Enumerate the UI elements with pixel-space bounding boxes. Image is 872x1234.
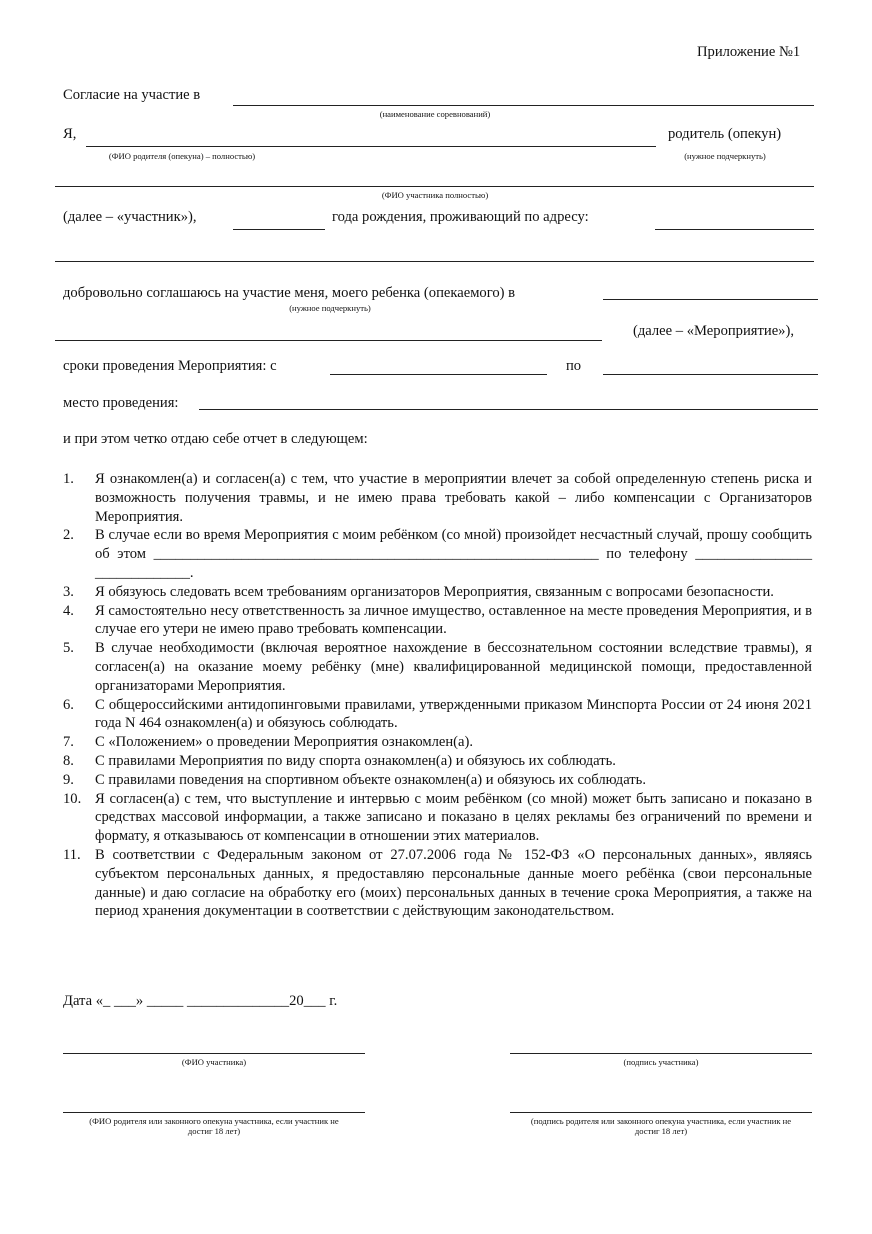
- clause-item: 11. В соответствии с Федеральным законом от 27.07.2006 года № 152-ФЗ «О персональных данных», являясь субъектом персональных данных, я предоставляю персональные данные моего ребёнка (свои персональные данные) и даю согласие на обработку его (моих) персональных данных в течение срока Мероприятия, а также на период хранения документации в соответствии с действующим законодательством.: [63, 846, 812, 920]
- place-label: место проведения:: [63, 395, 179, 411]
- appendix-label: Приложение №1: [697, 44, 801, 60]
- parent-fio-field[interactable]: [86, 146, 656, 147]
- clause-item: 9. С правилами поведения на спортивном объекте ознакомлен(а) и обязуюсь их соблюдать.: [63, 771, 646, 788]
- consent-label: Согласие на участие в: [63, 87, 201, 103]
- participant-sign-hint: (подпись участника): [623, 1057, 699, 1067]
- birth-year-label: года рождения, проживающий по адресу:: [332, 209, 589, 225]
- event-name-field[interactable]: [233, 105, 814, 106]
- clause-item: 7. С «Положением» о проведении Мероприятия ознакомлен(а).: [63, 734, 474, 751]
- birth-year-field[interactable]: [233, 229, 325, 230]
- clause-item: 2. В случае если во время Мероприятия с моим ребёнком (со мной) произойдет несчастный случай, прошу сообщить об этом _____________________________________________________________ по телефону ________________ _____________.: [63, 527, 812, 581]
- participant-fio-sign-field[interactable]: [63, 1053, 365, 1054]
- clause-item: 10. Я согласен(а) с тем, что выступление и интервью с моим ребёнком (со мной) может быть записано и показано в средствах массовой информации, а также записано и показано в целях рекламы без ограничений по времени и формату, я отказываюсь от компенсации в отношении этих материалов.: [63, 790, 812, 845]
- participant-fio-hint: (ФИО участника полностью): [381, 190, 489, 200]
- event-field[interactable]: [55, 340, 602, 341]
- clause-item: 3. Я обязуюсь следовать всем требованиям организаторов Мероприятия, связанным с вопросами безопасности.: [63, 583, 774, 600]
- hereinafter-event: (далее – «Мероприятие»),: [633, 323, 794, 339]
- parent-fio-sign-field[interactable]: [63, 1112, 365, 1113]
- address-field-start[interactable]: [655, 229, 814, 230]
- underline-hint-2: (нужное подчеркнуть): [289, 303, 371, 313]
- participant-fio-field[interactable]: [55, 186, 814, 187]
- event-field-start[interactable]: [603, 299, 818, 300]
- clause-item: 4. Я самостоятельно несу ответственность за личное имущество, оставленное на месте проведения Мероприятия, и в случае его утери не имею право требовать компенсации.: [63, 602, 812, 638]
- hereinafter-participant: (далее – «участник»),: [63, 209, 197, 225]
- clause-item: 1. Я ознакомлен(а) и согласен(а) с тем, что участие в мероприятии влечет за собой определенную степень риска и возможность получения травмы, и не имею права требовать какой – либо компенсации с Организаторов Мероприятия.: [63, 471, 812, 525]
- agree-label: добровольно соглашаюсь на участие меня, моего ребенка (опекаемого) в: [63, 285, 516, 301]
- place-field[interactable]: [199, 409, 818, 410]
- address-field[interactable]: [55, 261, 814, 262]
- event-name-hint: (наименование соревнований): [379, 109, 491, 119]
- date-to-field[interactable]: [603, 374, 818, 375]
- participant-sign-field[interactable]: [510, 1053, 812, 1054]
- clause-item: 8. С правилами Мероприятия по виду спорта ознакомлен(а) и обязуюсь их соблюдать.: [63, 752, 616, 769]
- parent-fio-hint: (ФИО родителя (опекуна) – полностью): [108, 151, 256, 161]
- i-label: Я,: [63, 126, 77, 142]
- aware-label: и при этом четко отдаю себе отчет в следующем:: [63, 431, 368, 447]
- clause-item: 5. В случае необходимости (включая вероятное нахождение в бессознательном состоянии вследствие травмы), я согласен(а) на оказание моему ребёнку (мне) квалифицированной медицинской помощи, предоставленной организаторами Мероприятия.: [63, 640, 812, 694]
- underline-hint: (нужное подчеркнуть): [684, 151, 766, 161]
- parent-fio-sign-hint: (ФИО родителя или законного опекуна участника, если участник не достиг 18 лет): [89, 1116, 339, 1136]
- to-label: по: [566, 358, 582, 374]
- parent-label: родитель (опекун): [668, 126, 782, 142]
- date-from-field[interactable]: [330, 374, 547, 375]
- date-line[interactable]: Дата «_ ___» _____ ______________20___ г.: [63, 993, 338, 1009]
- parent-sign-hint: (подпись родителя или законного опекуна участника, если участник не достиг 18 лет): [530, 1116, 792, 1136]
- participant-fio-sign-hint: (ФИО участника): [181, 1057, 247, 1067]
- dates-label: сроки проведения Мероприятия: с: [63, 358, 277, 374]
- clauses-list: [63, 470, 812, 921]
- parent-sign-field[interactable]: [510, 1112, 812, 1113]
- clause-item: 6. С общероссийскими антидопинговыми правилами, утвержденными приказом Минспорта России от 24 июня 2021 года N 464 ознакомлен(а) и обязуюсь соблюдать.: [63, 696, 812, 732]
